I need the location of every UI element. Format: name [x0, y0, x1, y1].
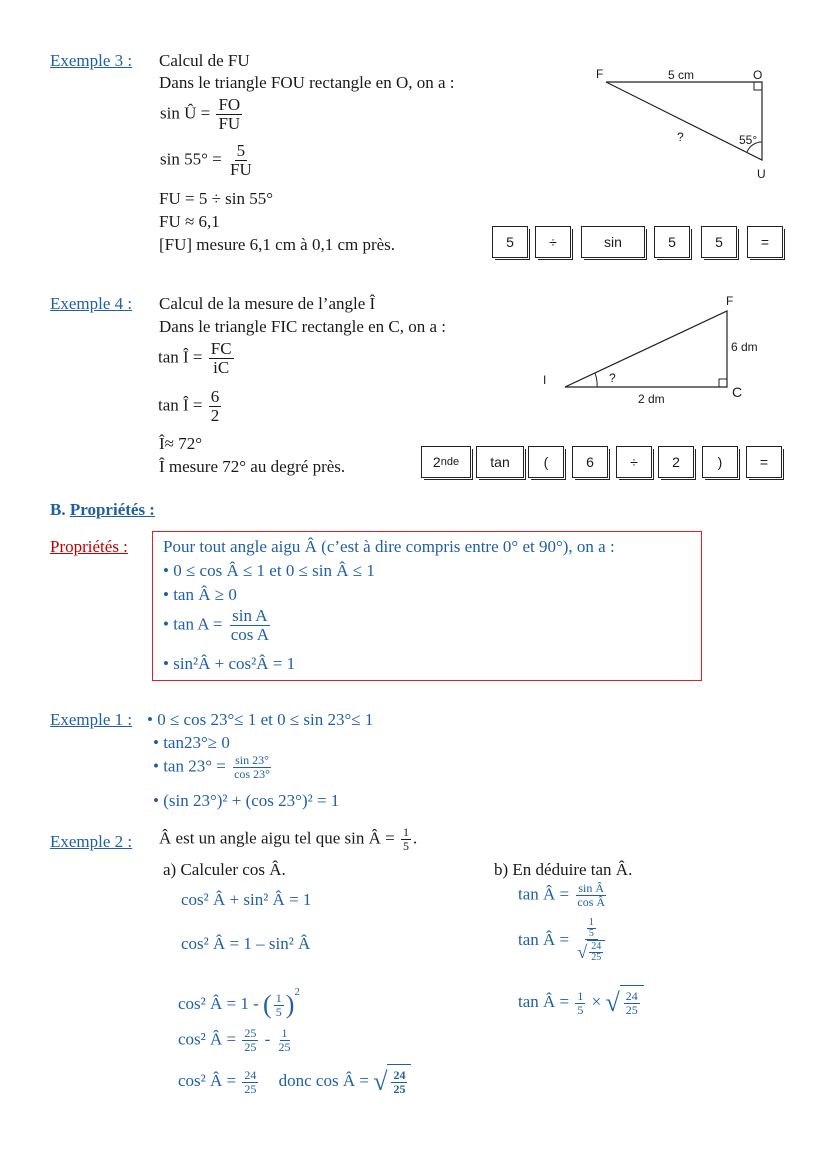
- exb2-part-b-title: b) En déduire tan Â.: [494, 860, 633, 879]
- exb2-part-a-title: a) Calculer cos Â.: [163, 860, 286, 879]
- example-b2-label: Exemple 2 :: [50, 832, 133, 851]
- property-4: • sin²Â + cos²Â = 1: [163, 654, 296, 673]
- ex3-key-5: 5: [701, 226, 737, 258]
- exb2-b2-left: tan Â =: [518, 929, 570, 949]
- exb2-intro-den: 5: [402, 839, 409, 853]
- exb1-line-1: • 0 ≤ cos 23°≤ 1 et 0 ≤ sin 23°≤ 1: [147, 710, 374, 729]
- exb2-b3-root-fraction: [624, 990, 640, 1017]
- sqrt-icon: √: [577, 942, 588, 962]
- section-b-title: Propriétés :: [69, 500, 155, 519]
- ex4-key-7: ): [702, 446, 738, 478]
- fig-side-ic: 2 dm: [638, 392, 665, 406]
- ex4-l1-num: FC: [210, 339, 232, 358]
- sqrt-icon: √: [373, 1067, 388, 1096]
- exb2-a3-den: 5: [275, 1004, 282, 1019]
- exb1-line-4: • (sin 23°)² + (cos 23°)² = 1: [153, 791, 340, 810]
- ex4-key-1: 2: [432, 454, 441, 470]
- fig-label-o: O: [753, 68, 763, 82]
- example-4-label: Exemple 4 :: [50, 294, 133, 313]
- exb2-b2-fraction: [575, 918, 607, 964]
- exb2-a3-fraction: [274, 992, 284, 1019]
- section-b-prefix: B.: [50, 500, 66, 519]
- ex3-l2-num: 5: [236, 141, 246, 160]
- example-3-intro: Dans le triangle FOU rectangle en O, on a :: [159, 73, 455, 92]
- ex3-l2-left: sin 55° =: [160, 149, 222, 169]
- triangle-fou: [606, 82, 762, 160]
- ex4-l1-den: iC: [213, 358, 230, 377]
- right-angle-mark-c: [719, 379, 727, 387]
- sqrt-icon: √: [605, 988, 620, 1017]
- exb2-a-line-3: [178, 982, 300, 1019]
- exb2-b3-left: tan Â =: [518, 991, 570, 1011]
- exb2-b1-num: sin Â: [578, 881, 605, 895]
- exb2-a-line-1: cos² Â + sin² Â = 1: [181, 890, 312, 909]
- exb2-b2-den-d: 25: [591, 952, 602, 963]
- ex3-key-2: ÷: [535, 226, 571, 258]
- ex4-l2-left: tan Î =: [158, 395, 203, 415]
- properties-label: Propriétés :: [50, 537, 128, 556]
- exb2-intro-fraction: [401, 826, 411, 853]
- ex3-l2-fraction: [228, 142, 254, 179]
- exb2-a4-left: cos² Â =: [178, 1029, 237, 1049]
- exb2-b2-num: [585, 918, 598, 940]
- ex4-line-4: Î mesure 72° au degré près.: [159, 457, 346, 476]
- exb2-b3-fn: 1: [577, 988, 584, 1003]
- exb1-l3-left: • tan 23° =: [153, 756, 226, 776]
- exb2-b2-num-d: 5: [588, 928, 594, 939]
- exb2-a5-left: cos² Â =: [178, 1070, 237, 1090]
- ex3-l2-den: FU: [229, 160, 252, 179]
- ex4-l2-fraction: [209, 388, 222, 425]
- fig-label-i: I: [543, 373, 547, 387]
- ex4-key-2nde: [421, 446, 471, 478]
- exb2-a4-fraction-1: [242, 1027, 258, 1054]
- ex3-line-3: FU = 5 ÷ sin 55°: [159, 189, 274, 208]
- exb2-a5-num: 24: [244, 1067, 257, 1082]
- exb2-b2-num-n: 1: [588, 917, 594, 928]
- ex3-sin-u-formula: [160, 96, 244, 133]
- exb2-a3-paren-close: ): [285, 990, 295, 1020]
- example-4-intro: Dans le triangle FIC rectangle en C, on a :: [159, 317, 447, 336]
- ex4-tan-values: [158, 388, 223, 425]
- ex4-l1-left: tan Î =: [158, 347, 203, 367]
- exb2-a-line-2: cos² Â = 1 – sin² Â: [181, 934, 311, 953]
- ex3-key-6: =: [747, 226, 783, 258]
- exb2-a5-fraction: [242, 1069, 258, 1096]
- ex4-l2-den: 2: [210, 406, 220, 425]
- fig-side-fc: 6 dm: [731, 340, 758, 354]
- exb2-b-line-2: [518, 918, 609, 964]
- fig-label-u: U: [757, 167, 766, 181]
- exb2-a4-fraction-2: [277, 1027, 293, 1054]
- ex4-l2-num: 6: [210, 387, 220, 406]
- section-b-heading: [50, 500, 155, 520]
- exb1-l3-num: sin 23°: [235, 753, 269, 767]
- exb2-a5-mid: donc cos Â =: [278, 1070, 369, 1090]
- fig-label-c: C: [732, 384, 743, 400]
- ex3-key-3: sin: [581, 226, 645, 258]
- exb2-a5-den: 25: [244, 1081, 257, 1096]
- exb2-b3-times: ×: [591, 991, 602, 1011]
- exb1-l3-fraction: [232, 754, 272, 781]
- exb2-b-line-3: [518, 985, 644, 1021]
- ex4-tan-formula: [158, 340, 236, 377]
- angle-arc-i: [595, 373, 597, 387]
- exb2-intro-end: .: [412, 828, 418, 848]
- exb2-b2-sqrt: [577, 940, 605, 964]
- exb2-b3-fd: 5: [577, 1002, 584, 1017]
- right-angle-mark-o: [754, 82, 762, 90]
- fig-side-fo: 5 cm: [668, 68, 695, 82]
- exb2-a-line-4: [178, 1027, 295, 1054]
- exb2-intro: [159, 826, 417, 853]
- exb2-b3-fraction: [575, 990, 585, 1017]
- exb2-a4-d1: 25: [244, 1040, 257, 1054]
- exb2-b2-den-frac: [589, 942, 603, 963]
- exb1-l3-den: cos 23°: [234, 767, 270, 781]
- example-4-title: Calcul de la mesure de l’angle Î: [159, 294, 376, 313]
- ex3-line-5: [FU] mesure 6,1 cm à 0,1 cm près.: [159, 235, 396, 254]
- property-3: [163, 607, 273, 644]
- fig-label-f: F: [596, 67, 604, 81]
- exb2-b-line-1: [518, 882, 609, 909]
- exb2-a3-num: 1: [275, 990, 282, 1005]
- property-3-num: sin A: [232, 606, 268, 625]
- properties-intro: Pour tout angle aigu Â (c’est à dire compris entre 0° et 90°), on a :: [163, 537, 615, 556]
- exb2-intro-text: Â est un angle aigu tel que sin Â =: [159, 828, 395, 848]
- fig-label-f2: F: [726, 294, 734, 308]
- ex4-key-sup: nde: [440, 456, 460, 468]
- exb2-a5-root-fraction: [391, 1069, 407, 1096]
- example-3-label: Exemple 3 :: [50, 51, 133, 70]
- exb2-a4-minus: -: [264, 1029, 271, 1049]
- exb2-b3-rn: 24: [625, 989, 638, 1003]
- ex3-l1-num: FO: [218, 95, 241, 114]
- ex4-key-4: 6: [572, 446, 608, 478]
- fig-hyp-fu: ?: [677, 130, 684, 144]
- ex4-l1-fraction: [209, 340, 234, 377]
- ex3-l1-den: FU: [218, 114, 241, 133]
- ex4-line-3: Î≈ 72°: [159, 434, 203, 453]
- exb2-b2-den-n: 24: [591, 941, 602, 952]
- exb2-a4-d2: 25: [278, 1040, 291, 1054]
- property-3-left: • tan A =: [163, 614, 223, 634]
- ex3-key-1: 5: [492, 226, 528, 258]
- exb2-a-line-5: [178, 1064, 411, 1100]
- ex4-key-6: 2: [658, 446, 694, 478]
- ex4-key-5: ÷: [616, 446, 652, 478]
- exb1-line-2: • tan23°≥ 0: [153, 733, 230, 752]
- fig-angle-i: ?: [609, 371, 616, 385]
- property-1: • 0 ≤ cos Â ≤ 1 et 0 ≤ sin Â ≤ 1: [163, 561, 375, 580]
- property-2: • tan Â ≥ 0: [163, 585, 237, 604]
- ex3-line-4: FU ≈ 6,1: [159, 212, 220, 231]
- exb2-a4-n2: 1: [281, 1026, 288, 1040]
- exb2-b1-den: cos Â: [577, 895, 606, 909]
- property-3-den: cos A: [230, 625, 269, 644]
- exb2-b1-fraction: [575, 882, 607, 909]
- exb2-b2-num-frac: [587, 918, 596, 939]
- exb2-a5-sqrt: [373, 1064, 411, 1100]
- exb2-b3-sqrt: [605, 985, 643, 1021]
- fig-angle-55: 55°: [739, 133, 758, 147]
- ex4-key-8: =: [746, 446, 782, 478]
- ex3-key-4: 5: [654, 226, 690, 258]
- ex4-key-2: tan: [476, 446, 524, 478]
- exb1-line-3: [153, 754, 274, 781]
- property-3-fraction: [229, 607, 271, 644]
- exb2-a4-n1: 25: [244, 1026, 257, 1040]
- exb2-a5-rnum: 24: [393, 1068, 406, 1082]
- example-3-title: Calcul de FU: [159, 51, 250, 70]
- exb2-a5-rden: 25: [393, 1082, 406, 1096]
- exb2-b1-left: tan Â =: [518, 884, 570, 904]
- exb2-b2-den: [575, 940, 607, 964]
- exb2-intro-num: 1: [402, 825, 409, 839]
- exb2-a3-paren-open: (: [263, 990, 272, 1020]
- ex4-key-3: (: [528, 446, 564, 478]
- ex3-sin-55-formula: [160, 142, 256, 179]
- example-b1-label: Exemple 1 :: [50, 710, 133, 729]
- exb2-b3-rd: 25: [625, 1003, 638, 1017]
- exb2-a3-left: cos² Â = 1 -: [178, 994, 259, 1013]
- ex3-l1-fraction: [216, 96, 242, 133]
- triangle-fic: [565, 311, 727, 387]
- exb2-a3-exp: 2: [294, 986, 300, 998]
- ex3-l1-left: sin Û =: [160, 103, 211, 123]
